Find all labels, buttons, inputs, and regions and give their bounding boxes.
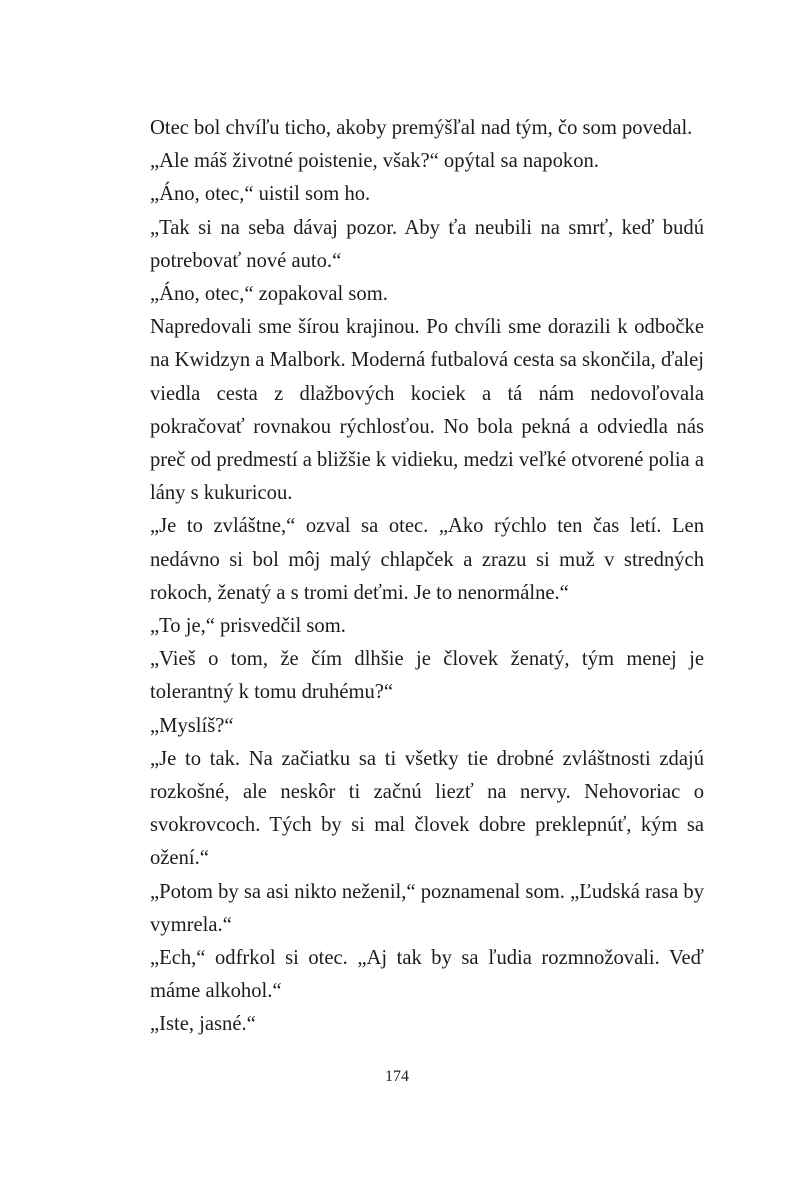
paragraph: „Iste, jasné.“ bbox=[150, 1013, 256, 1036]
page-number: 174 bbox=[385, 1068, 409, 1085]
paragraph: „Potom by sa asi nikto neženil,“ poznamenal som. „Ľudská rasa by vymrela.“ bbox=[150, 880, 704, 936]
paragraph: „Tak si na seba dávaj pozor. Aby ťa neubili na smrť, keď budú potrebovať nové auto.“ bbox=[150, 216, 704, 272]
paragraph: „Vieš o tom, že čím dlhšie je človek ženatý, tým menej je tolerantný k tomu druhému?“ bbox=[150, 648, 704, 704]
paragraph: „Áno, otec,“ uistil som ho. bbox=[150, 183, 371, 206]
paragraph: „Myslíš?“ bbox=[150, 714, 234, 737]
paragraph: „Ale máš životné poistenie, však?“ opýtal sa napokon. bbox=[150, 150, 599, 173]
paragraph: „To je,“ prisvedčil som. bbox=[150, 615, 346, 638]
paragraph: „Je to tak. Na začiatku sa ti všetky tie drobné zvláštnosti zdajú rozkošné, ale neskôr ti začnú liezť na nervy. Nehovoriac o svokrovcoch. Tých by si mal človek dobre preklepnúť, kým sa ožení.“ bbox=[150, 747, 704, 870]
paragraph: „Ech,“ odfrkol si otec. „Aj tak by sa ľudia rozmnožovali. Veď máme alkohol.“ bbox=[150, 947, 704, 1003]
paragraph: Otec bol chvíľu ticho, akoby premýšľal nad tým, čo som povedal. bbox=[150, 117, 693, 139]
body-text bbox=[150, 112, 704, 1042]
paragraph: Napredovali sme šírou krajinou. Po chvíli sme dorazili k odbočke na Kwidzyn a Malbork. Moderná futbalová cesta sa skončila, ďalej viedla cesta z dlažbových kociek a tá nám nedovoľovala pokračovať rovnakou rýchlosťou. No bola pekná a odviedla nás preč od predmestí a bližšie k vidieku, medzi veľké otvorené polia a lány s kukuricou. bbox=[150, 316, 704, 505]
paragraph: „Je to zvláštne,“ ozval sa otec. „Ako rýchlo ten čas letí. Len nedávno si bol môj malý chlapček a zrazu si muž v stredných rokoch, ženatý a s tromi deťmi. Je to nenormálne.“ bbox=[150, 515, 704, 604]
paragraph: „Áno, otec,“ zopakoval som. bbox=[150, 283, 388, 306]
